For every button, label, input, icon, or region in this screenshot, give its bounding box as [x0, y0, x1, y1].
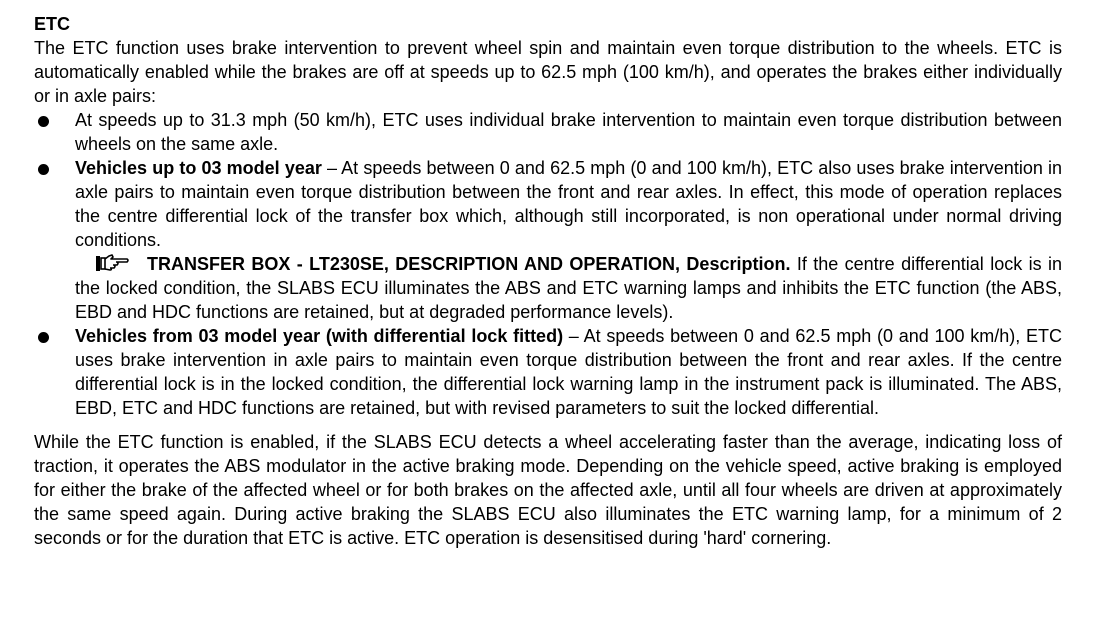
bullet-icon	[38, 164, 49, 175]
bullet-2-bold-lead: Vehicles up to 03 model year	[75, 158, 322, 178]
bullet-item-2	[34, 156, 1062, 324]
cross-reference-text: If the centre differential lock is in the locked condition, the SLABS ECU illuminates the ABS and ETC warning lamps and inhibits the ETC function (the ABS, EBD and HDC functions are retained, but at degraded performance levels).	[75, 254, 1062, 322]
pointing-hand-reference-icon	[95, 253, 129, 273]
bullet-item-3	[34, 324, 1062, 420]
bullet-3-bold-lead: Vehicles from 03 model year (with differential lock fitted)	[75, 326, 564, 346]
cross-reference-title: TRANSFER BOX - LT230SE, DESCRIPTION AND OPERATION, Description.	[147, 254, 791, 274]
bullet-2-text: – At speeds between 0 and 62.5 mph (0 and 100 km/h), ETC also uses brake intervention in axle pairs to maintain even torque distribution between the front and rear axles. In effect, this mode of operation replaces the centre differential lock of the transfer box which, although still incorporated, is non operational under normal driving conditions.	[75, 158, 1062, 250]
bullet-list	[34, 108, 1062, 420]
bullet-icon	[38, 116, 49, 127]
closing-paragraph: While the ETC function is enabled, if the SLABS ECU detects a wheel accelerating faster than the average, indicating loss of traction, it operates the ABS modulator in the active braking mode. Depending on the vehicle speed, active braking is employed for either the brake of the affected wheel or for both brakes on the affected axle, until all four wheels are driven at approximately the same speed again. During active braking the SLABS ECU also illuminates the ETC warning lamp, for a minimum of 2 seconds or for the duration that ETC is active. ETC operation is desensitised during 'hard' cornering.	[34, 432, 1062, 548]
section-heading: ETC	[34, 14, 70, 34]
intro-paragraph: The ETC function uses brake intervention to prevent wheel spin and maintain even torque distribution to the wheels. ETC is automatically enabled while the brakes are off at speeds up to 62.5 mph (100 km/h), and operates the brakes either individually or in axle pairs:	[34, 38, 1062, 106]
bullet-3-text: – At speeds between 0 and 62.5 mph (0 and 100 km/h), ETC uses brake intervention in axle pairs to maintain even torque distribution between the front and rear axles. If the centre differential lock is in the locked condition, the differential lock warning lamp in the instrument pack is illuminated. The ABS, EBD, ETC and HDC functions are retained, but with revised parameters to suit the locked differential.	[75, 326, 1063, 418]
bullet-item-1	[34, 108, 1062, 156]
bullet-icon	[38, 332, 49, 343]
bullet-1-text: At speeds up to 31.3 mph (50 km/h), ETC uses individual brake intervention to maintain even torque distribution between wheels on the same axle.	[75, 110, 1062, 154]
cross-reference	[75, 252, 1062, 324]
